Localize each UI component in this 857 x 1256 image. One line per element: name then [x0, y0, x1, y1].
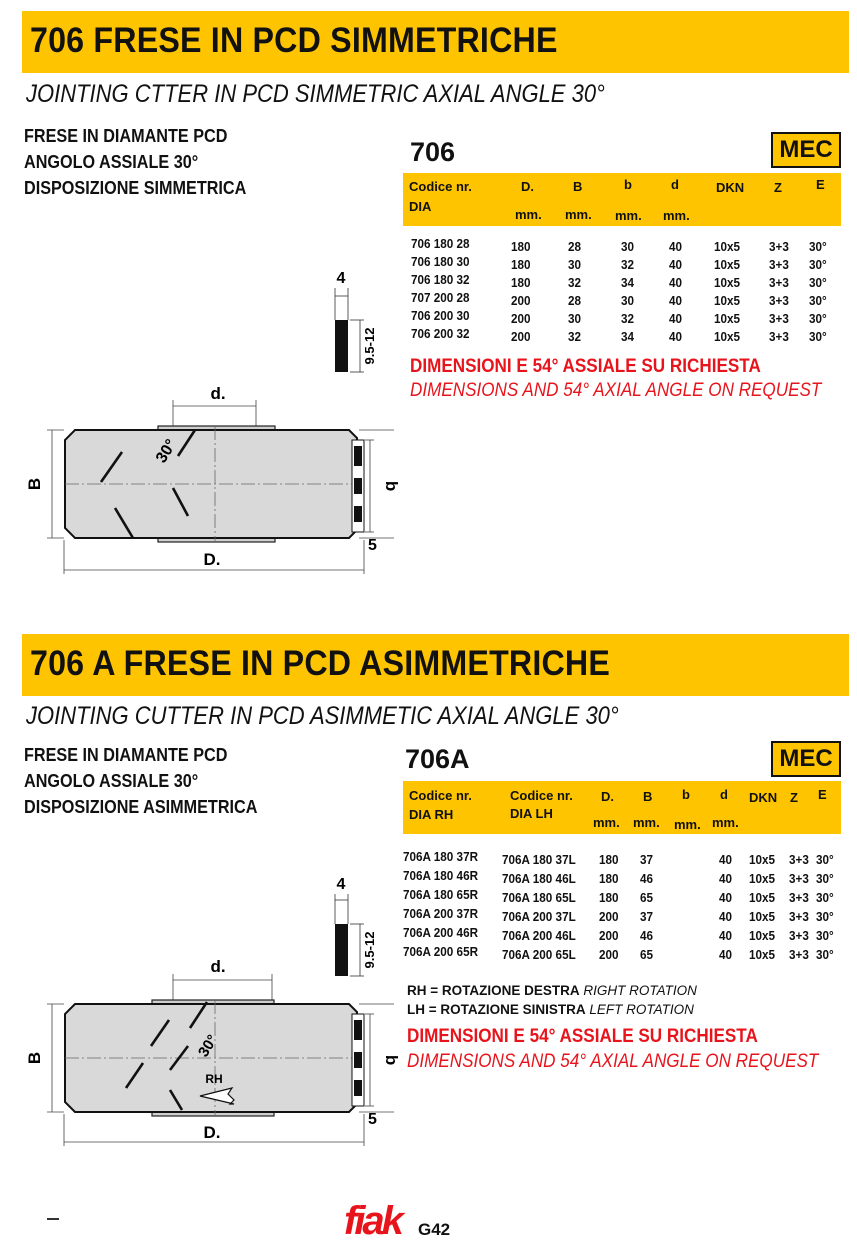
col-code-sub: DIA	[409, 199, 432, 214]
col-b: b	[624, 177, 632, 192]
table-cell-D: 200	[599, 928, 619, 943]
fiak-logo	[344, 1190, 416, 1242]
col-d: d	[671, 177, 679, 192]
table-cell-D: 200	[599, 909, 619, 924]
dim-B-label: B	[25, 1051, 44, 1065]
table-cell-D: 200	[511, 293, 531, 308]
table-cell-code-rh: 706A 200 65R	[403, 944, 479, 959]
section1-code: 706	[410, 137, 456, 167]
table-cell-code: 706 180 30	[411, 254, 470, 269]
table-cell-D: 180	[599, 852, 619, 867]
table-cell-B: 28	[568, 293, 582, 308]
section2-request-it: DIMENSIONI E 54° ASSIALE SU RICHIESTA	[407, 1026, 758, 1047]
section1-subtitle: JOINTING CTTER IN PCD SIMMETRIC AXIAL ANGLE 30°	[26, 80, 605, 108]
table-cell-b: 32	[621, 311, 635, 326]
col-code-lh: Codice nr.	[510, 788, 573, 803]
dim-b-label: b	[382, 480, 401, 492]
table-cell-code: 706 180 28	[411, 236, 470, 251]
table-cell-d: 40	[719, 928, 733, 943]
profile-range-label: 9.5-12	[362, 327, 377, 365]
col-z: Z	[774, 180, 782, 195]
angle-30-label: 30°	[194, 1031, 222, 1061]
table-cell-dkn: 10x5	[749, 909, 776, 924]
rh-note	[407, 983, 697, 998]
section2-code: 706A	[405, 744, 470, 774]
table-cell-dkn: 10x5	[714, 311, 741, 326]
col-D: D.	[601, 789, 614, 804]
table-cell-z: 3+3	[769, 311, 789, 326]
table-cell-d: 40	[719, 947, 733, 962]
table-cell-d: 40	[719, 909, 733, 924]
table-cell-D: 180	[599, 871, 619, 886]
table-cell-z: 3+3	[789, 909, 809, 924]
table-cell-e: 30°	[809, 239, 827, 254]
section1-request-en: DIMENSIONS AND 54° AXIAL ANGLE ON REQUEST	[410, 380, 822, 401]
table-cell-b: 30	[621, 239, 635, 254]
table-cell-z: 3+3	[789, 852, 809, 867]
unit-d: mm.	[712, 815, 739, 830]
table-cell-d: 40	[669, 329, 683, 344]
table-cell-code-rh: 706A 180 65R	[403, 887, 479, 902]
desc-line: DISPOSIZIONE ASIMMETRICA	[24, 797, 258, 817]
table-cell-B: 46	[640, 871, 654, 886]
table-cell-z: 3+3	[769, 293, 789, 308]
col-b: b	[682, 787, 690, 802]
col-code-rh: Codice nr.	[409, 788, 472, 803]
table-cell-e: 30°	[816, 928, 834, 943]
table-cell-code: 707 200 28	[411, 290, 470, 305]
table-cell-dkn: 10x5	[714, 329, 741, 344]
col-B: B	[643, 789, 653, 804]
desc-line: ANGOLO ASSIALE 30°	[24, 771, 199, 791]
section2-subtitle: JOINTING CUTTER IN PCD ASIMMETIC AXIAL ANGLE 30°	[26, 702, 619, 730]
section1-profile-detail	[320, 262, 380, 374]
table-cell-d: 40	[669, 311, 683, 326]
table-cell-d: 40	[719, 890, 733, 905]
table-cell-e: 30°	[816, 852, 834, 867]
table-cell-B: 32	[568, 275, 582, 290]
table-cell-d: 40	[669, 239, 683, 254]
table-cell-code-rh: 706A 200 37R	[403, 906, 479, 921]
table-cell-D: 180	[511, 275, 531, 290]
desc-line: ANGOLO ASSIALE 30°	[24, 152, 199, 172]
lh-note-bold: LH = ROTAZIONE SINISTRA	[407, 1002, 586, 1017]
table-cell-e: 30°	[816, 871, 834, 886]
section1-request-it: DIMENSIONI E 54° ASSIALE SU RICHIESTA	[410, 356, 761, 377]
table-cell-b: 34	[621, 329, 635, 344]
table-cell-B: 30	[568, 257, 582, 272]
section2-banner	[22, 634, 849, 696]
section2-description	[24, 742, 257, 820]
col-z: Z	[790, 790, 798, 805]
table-cell-code: 706 200 32	[411, 326, 470, 341]
table-cell-z: 3+3	[789, 871, 809, 886]
table-cell-d: 40	[669, 275, 683, 290]
profile-4-label: 4	[336, 876, 346, 893]
profile-range-label: 9.5-12	[362, 931, 377, 969]
table-cell-z: 3+3	[789, 947, 809, 962]
fiak-logo-text: fiak	[344, 1199, 401, 1242]
table-cell-code-lh: 706A 180 46L	[502, 871, 576, 886]
lh-note-italic: LEFT ROTATION	[589, 1002, 694, 1017]
table-cell-dkn: 10x5	[714, 275, 741, 290]
table-cell-z: 3+3	[769, 329, 789, 344]
dim-5-label: 5	[368, 1111, 377, 1128]
dim-d-label: d.	[210, 957, 226, 976]
table-cell-dkn: 10x5	[714, 293, 741, 308]
mec-badge: MEC	[771, 132, 841, 168]
table-cell-code: 706 180 32	[411, 272, 470, 287]
table-cell-code-lh: 706A 200 65L	[502, 947, 576, 962]
section1-description	[24, 123, 246, 201]
table-cell-z: 3+3	[769, 239, 789, 254]
mec-badge: MEC	[771, 741, 841, 777]
table-cell-z: 3+3	[769, 257, 789, 272]
table-cell-B: 37	[640, 852, 654, 867]
table-cell-b: 34	[621, 275, 635, 290]
table-cell-z: 3+3	[769, 275, 789, 290]
table-cell-dkn: 10x5	[714, 257, 741, 272]
angle-30-label: 30°	[152, 436, 181, 467]
table-cell-dkn: 10x5	[749, 871, 776, 886]
table-cell-e: 30°	[809, 329, 827, 344]
section1-title: 706 FRESE IN PCD SIMMETRICHE	[30, 21, 558, 60]
col-d: d	[720, 787, 728, 802]
section1-table-header	[403, 173, 841, 226]
table-cell-D: 200	[511, 311, 531, 326]
table-cell-d: 40	[669, 293, 683, 308]
col-code: Codice nr.	[409, 179, 472, 194]
rh-note-italic: RIGHT ROTATION	[583, 983, 697, 998]
table-cell-B: 28	[568, 239, 582, 254]
table-cell-d: 40	[719, 871, 733, 886]
section2-title: 706 A FRESE IN PCD ASIMMETRICHE	[30, 644, 611, 683]
table-cell-D: 180	[511, 239, 531, 254]
table-cell-dkn: 10x5	[749, 947, 776, 962]
col-e: E	[816, 177, 825, 192]
table-cell-z: 3+3	[789, 890, 809, 905]
col-e: E	[818, 787, 827, 802]
table-cell-dkn: 10x5	[749, 928, 776, 943]
table-cell-dkn: 10x5	[749, 890, 776, 905]
table-cell-B: 65	[640, 890, 654, 905]
table-cell-code-lh: 706A 180 65L	[502, 890, 576, 905]
dim-B-label: B	[25, 477, 44, 491]
table-cell-D: 180	[599, 890, 619, 905]
dim-D-label: D.	[203, 1123, 221, 1142]
desc-line: FRESE IN DIAMANTE PCD	[24, 126, 228, 146]
section2-cutter-drawing	[22, 950, 407, 1150]
lh-note	[407, 1002, 694, 1017]
unit-b: mm.	[615, 208, 642, 223]
table-cell-b: 32	[621, 257, 635, 272]
dim-5-label: 5	[368, 537, 377, 554]
table-cell-d: 40	[719, 852, 733, 867]
rotation-rh-label: RH	[205, 1072, 223, 1086]
page-number: G42	[418, 1220, 451, 1239]
table-cell-e: 30°	[809, 275, 827, 290]
table-cell-B: 37	[640, 909, 654, 924]
unit-D: mm.	[593, 815, 620, 830]
col-dkn: DKN	[749, 790, 778, 805]
col-code-lh-sub: DIA LH	[510, 806, 553, 821]
table-cell-code-lh: 706A 180 37L	[502, 852, 576, 867]
table-cell-D: 200	[511, 329, 531, 344]
table-cell-e: 30°	[809, 293, 827, 308]
table-cell-dkn: 10x5	[714, 239, 741, 254]
dim-D-label: D.	[203, 550, 221, 569]
col-code-rh-sub: DIA RH	[409, 807, 454, 822]
unit-B: mm.	[565, 207, 592, 222]
unit-b: mm.	[674, 817, 701, 832]
dim-d-label: d.	[210, 384, 226, 403]
table-cell-z: 3+3	[789, 928, 809, 943]
unit-B: mm.	[633, 815, 660, 830]
desc-line: DISPOSIZIONE SIMMETRICA	[24, 178, 247, 198]
footer-mark	[47, 1218, 59, 1220]
rh-note-bold: RH = ROTAZIONE DESTRA	[407, 983, 580, 998]
table-cell-B: 65	[640, 947, 654, 962]
table-cell-code-lh: 706A 200 46L	[502, 928, 576, 943]
table-cell-D: 180	[511, 257, 531, 272]
desc-line: FRESE IN DIAMANTE PCD	[24, 745, 228, 765]
table-cell-code-rh: 706A 180 37R	[403, 849, 479, 864]
table-cell-code-rh: 706A 180 46R	[403, 868, 479, 883]
table-cell-d: 40	[669, 257, 683, 272]
table-cell-B: 32	[568, 329, 582, 344]
section2-request-en: DIMENSIONS AND 54° AXIAL ANGLE ON REQUEST	[407, 1051, 819, 1072]
dim-b-label: b	[382, 1054, 401, 1066]
table-cell-e: 30°	[816, 890, 834, 905]
table-cell-code-rh: 706A 200 46R	[403, 925, 479, 940]
table-cell-code: 706 200 30	[411, 308, 470, 323]
unit-D: mm.	[515, 207, 542, 222]
profile-4-label: 4	[336, 270, 346, 287]
table-cell-B: 46	[640, 928, 654, 943]
table-cell-e: 30°	[816, 947, 834, 962]
table-cell-e: 30°	[809, 311, 827, 326]
table-cell-code-lh: 706A 200 37L	[502, 909, 576, 924]
col-dkn: DKN	[716, 180, 745, 195]
table-cell-dkn: 10x5	[749, 852, 776, 867]
section1-cutter-drawing	[22, 378, 407, 578]
table-cell-B: 30	[568, 311, 582, 326]
table-cell-e: 30°	[816, 909, 834, 924]
table-cell-e: 30°	[809, 257, 827, 272]
table-cell-D: 200	[599, 947, 619, 962]
section2-table-header	[403, 781, 841, 834]
col-B: B	[573, 179, 583, 194]
col-D: D.	[521, 179, 534, 194]
unit-d: mm.	[663, 208, 690, 223]
table-cell-b: 30	[621, 293, 635, 308]
section1-banner	[22, 11, 849, 73]
